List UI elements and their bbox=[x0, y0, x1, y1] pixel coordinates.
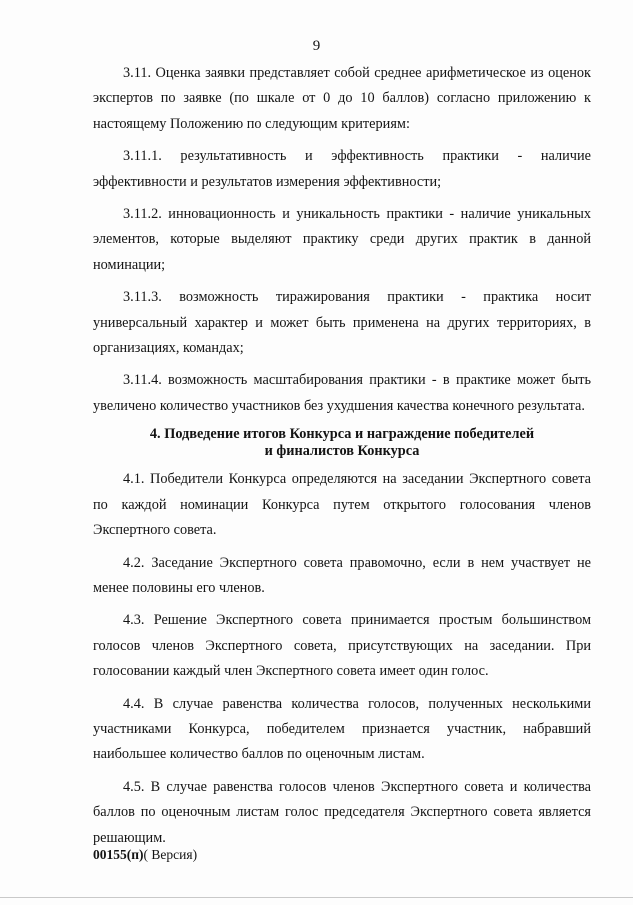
document-code: 00155(п) bbox=[93, 847, 144, 862]
document-version: ( Версия) bbox=[143, 847, 198, 862]
section-4-heading bbox=[93, 426, 591, 460]
paragraph-4-1: 4.1. Победители Конкурса определяются на заседании Экспертного совета по каждой номинации Конкурса путем открытого голосования членов Экспертного совета. bbox=[93, 471, 591, 539]
paragraph-3-11-4: 3.11.4. возможность масштабирования практики - в практике может быть увеличено количество участников без ухудшения качества конечного результата. bbox=[93, 372, 591, 414]
paragraph-4-3: 4.3. Решение Экспертного совета принимается простым большинством голосов членов Экспертного совета, присутствующих на заседании. При голосовании каждый член Экспертного совета имеет один голос. bbox=[93, 612, 591, 680]
paragraph-4-2: 4.2. Заседание Экспертного совета правомочно, если в нем участвует не менее половины его членов. bbox=[93, 554, 591, 596]
paragraph-3-11-2: 3.11.2. инновационность и уникальность практики - наличие уникальных элементов, которые выделяют практику среди других практик в данной номинации; bbox=[93, 206, 591, 273]
paragraph-4-5: 4.5. В случае равенства голосов членов Экспертного совета и количества баллов по оценочным листам голос председателя Экспертного совета является решающим. bbox=[93, 778, 591, 846]
page-number: 9 bbox=[312, 38, 321, 54]
scan-edge-line bbox=[0, 897, 633, 898]
paragraph-3-11-3: 3.11.3. возможность тиражирования практики - практика носит универсальный характер и может быть применена на других территориях, в организациях, командах; bbox=[93, 289, 591, 357]
paragraph-3-11: 3.11. Оценка заявки представляет собой среднее арифметическое из оценок экспертов по заявке (по шкале от 0 до 10 баллов) согласно приложению к настоящему Положению по следующим критериям: bbox=[93, 65, 591, 132]
section-4-heading-line-2: и финалистов Конкурса bbox=[264, 443, 420, 460]
paragraph-4-4: 4.4. В случае равенства количества голосов, полученных несколькими участниками Конкурса, победителем признается участник, набравший наибольшее количество баллов по оценочным листам. bbox=[93, 695, 591, 763]
paragraph-3-11-1: 3.11.1. результативность и эффективность практики - наличие эффективности и результатов измерения эффективности; bbox=[93, 148, 591, 190]
section-4-heading-line-1: 4. Подведение итогов Конкурса и награждение победителей bbox=[149, 426, 535, 443]
document-body bbox=[93, 61, 591, 858]
document-footer bbox=[93, 847, 197, 863]
